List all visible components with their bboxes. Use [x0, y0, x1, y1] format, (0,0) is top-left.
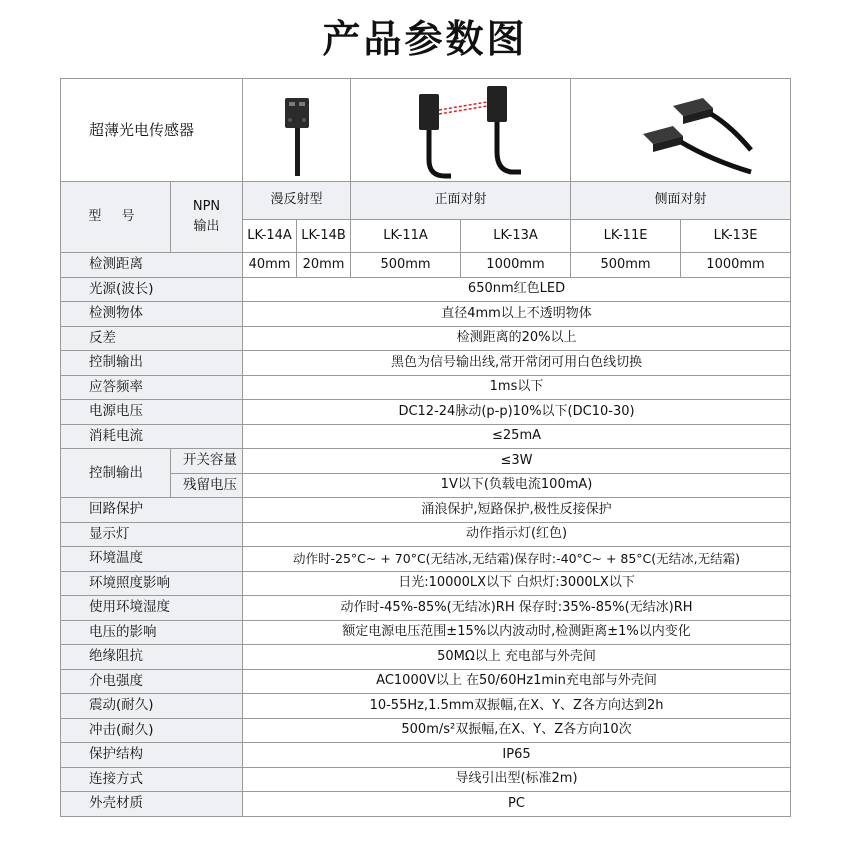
spec-value: 导线引出型(标准2m)	[243, 767, 791, 792]
spec-label: 连接方式	[61, 767, 243, 792]
spec-label: 环境照度影响	[61, 571, 243, 596]
spec-label: 使用环境湿度	[61, 596, 243, 621]
side-beam-sensor-icon	[581, 80, 781, 180]
spec-value: 10-55Hz,1.5mm双振幅,在X、Y、Z各方向达到2h	[243, 694, 791, 719]
group-diffuse: 漫反射型	[243, 182, 351, 220]
spec-value: 日光:10000LX以下 白炽灯:3000LX以下	[243, 571, 791, 596]
detection-distance-value: 1000mm	[461, 253, 571, 278]
spec-value: 涌浪保护,短路保护,极性反接保护	[243, 498, 791, 523]
spec-label: 应答频率	[61, 375, 243, 400]
spec-value: 直径4mm以上不透明物体	[243, 302, 791, 327]
model-lk14a: LK-14A	[243, 220, 297, 253]
residual-voltage-label: 残留电压	[171, 473, 243, 498]
spec-value: ≤25mA	[243, 424, 791, 449]
residual-voltage-value: 1V以下(负载电流100mA)	[243, 473, 791, 498]
npn-output-label	[171, 182, 243, 253]
spec-value: 500m/s²双振幅,在X、Y、Z各方向10次	[243, 718, 791, 743]
spec-label: 绝缘阻抗	[61, 645, 243, 670]
group-side-beam: 侧面对射	[571, 182, 791, 220]
spec-label: 震动(耐久)	[61, 694, 243, 719]
spec-label: 检测物体	[61, 302, 243, 327]
product-image-diffuse	[243, 79, 351, 182]
switch-capacity-label: 开关容量	[171, 449, 243, 474]
spec-value: 1ms以下	[243, 375, 791, 400]
group-front-beam: 正面对射	[351, 182, 571, 220]
detection-distance-value: 20mm	[297, 253, 351, 278]
spec-value: 动作指示灯(红色)	[243, 522, 791, 547]
detection-distance-value: 500mm	[351, 253, 461, 278]
detection-distance-value: 40mm	[243, 253, 297, 278]
model-lk13e: LK-13E	[681, 220, 791, 253]
model-lk14b: LK-14B	[297, 220, 351, 253]
diffuse-sensor-icon	[247, 80, 347, 180]
spec-value: DC12-24脉动(p-p)10%以下(DC10-30)	[243, 400, 791, 425]
spec-value: AC1000V以上 在50/60Hz1min充电部与外壳间	[243, 669, 791, 694]
spec-value: PC	[243, 792, 791, 817]
spec-label: 电压的影响	[61, 620, 243, 645]
product-name: 超薄光电传感器	[61, 79, 243, 182]
spec-value: 检测距离的20%以上	[243, 326, 791, 351]
npn-label-line1: NPN	[192, 198, 221, 214]
spec-value: IP65	[243, 743, 791, 768]
spec-value: 动作时-45%-85%(无结冰)RH 保存时:35%-85%(无结冰)RH	[243, 596, 791, 621]
spec-label: 回路保护	[61, 498, 243, 523]
spec-value: 动作时-25°C~ + 70°C(无结冰,无结霜)保存时:-40°C~ + 85°C(无结冰,无结霜)	[243, 547, 791, 572]
model-lk11a: LK-11A	[351, 220, 461, 253]
spec-value: 黑色为信号输出线,常开常闭可用白色线切换	[243, 351, 791, 376]
control-output-label: 控制输出	[61, 449, 171, 498]
front-beam-sensor-icon	[361, 80, 561, 180]
spec-label: 电源电压	[61, 400, 243, 425]
spec-label: 保护结构	[61, 743, 243, 768]
detection-distance-label: 检测距离	[61, 253, 243, 278]
model-lk11e: LK-11E	[571, 220, 681, 253]
spec-table	[60, 78, 791, 817]
spec-value: 650nm红色LED	[243, 277, 791, 302]
page-title: 产品参数图	[322, 17, 528, 61]
model-label: 型 号	[61, 182, 171, 253]
spec-value: 额定电源电压范围±15%以内波动时,检测距离±1%以内变化	[243, 620, 791, 645]
spec-label: 反差	[61, 326, 243, 351]
spec-label: 光源(波长)	[61, 277, 243, 302]
spec-label: 消耗电流	[61, 424, 243, 449]
model-lk13a: LK-13A	[461, 220, 571, 253]
spec-label: 冲击(耐久)	[61, 718, 243, 743]
detection-distance-value: 1000mm	[681, 253, 791, 278]
npn-label-line2: 输出	[193, 219, 220, 234]
switch-capacity-value: ≤3W	[243, 449, 791, 474]
product-image-side-beam	[571, 79, 791, 182]
spec-label: 环境温度	[61, 547, 243, 572]
spec-value: 50MΩ以上 充电部与外壳间	[243, 645, 791, 670]
spec-label: 外壳材质	[61, 792, 243, 817]
spec-label: 显示灯	[61, 522, 243, 547]
product-image-front-beam	[351, 79, 571, 182]
spec-label: 控制输出	[61, 351, 243, 376]
spec-label: 介电强度	[61, 669, 243, 694]
detection-distance-value: 500mm	[571, 253, 681, 278]
